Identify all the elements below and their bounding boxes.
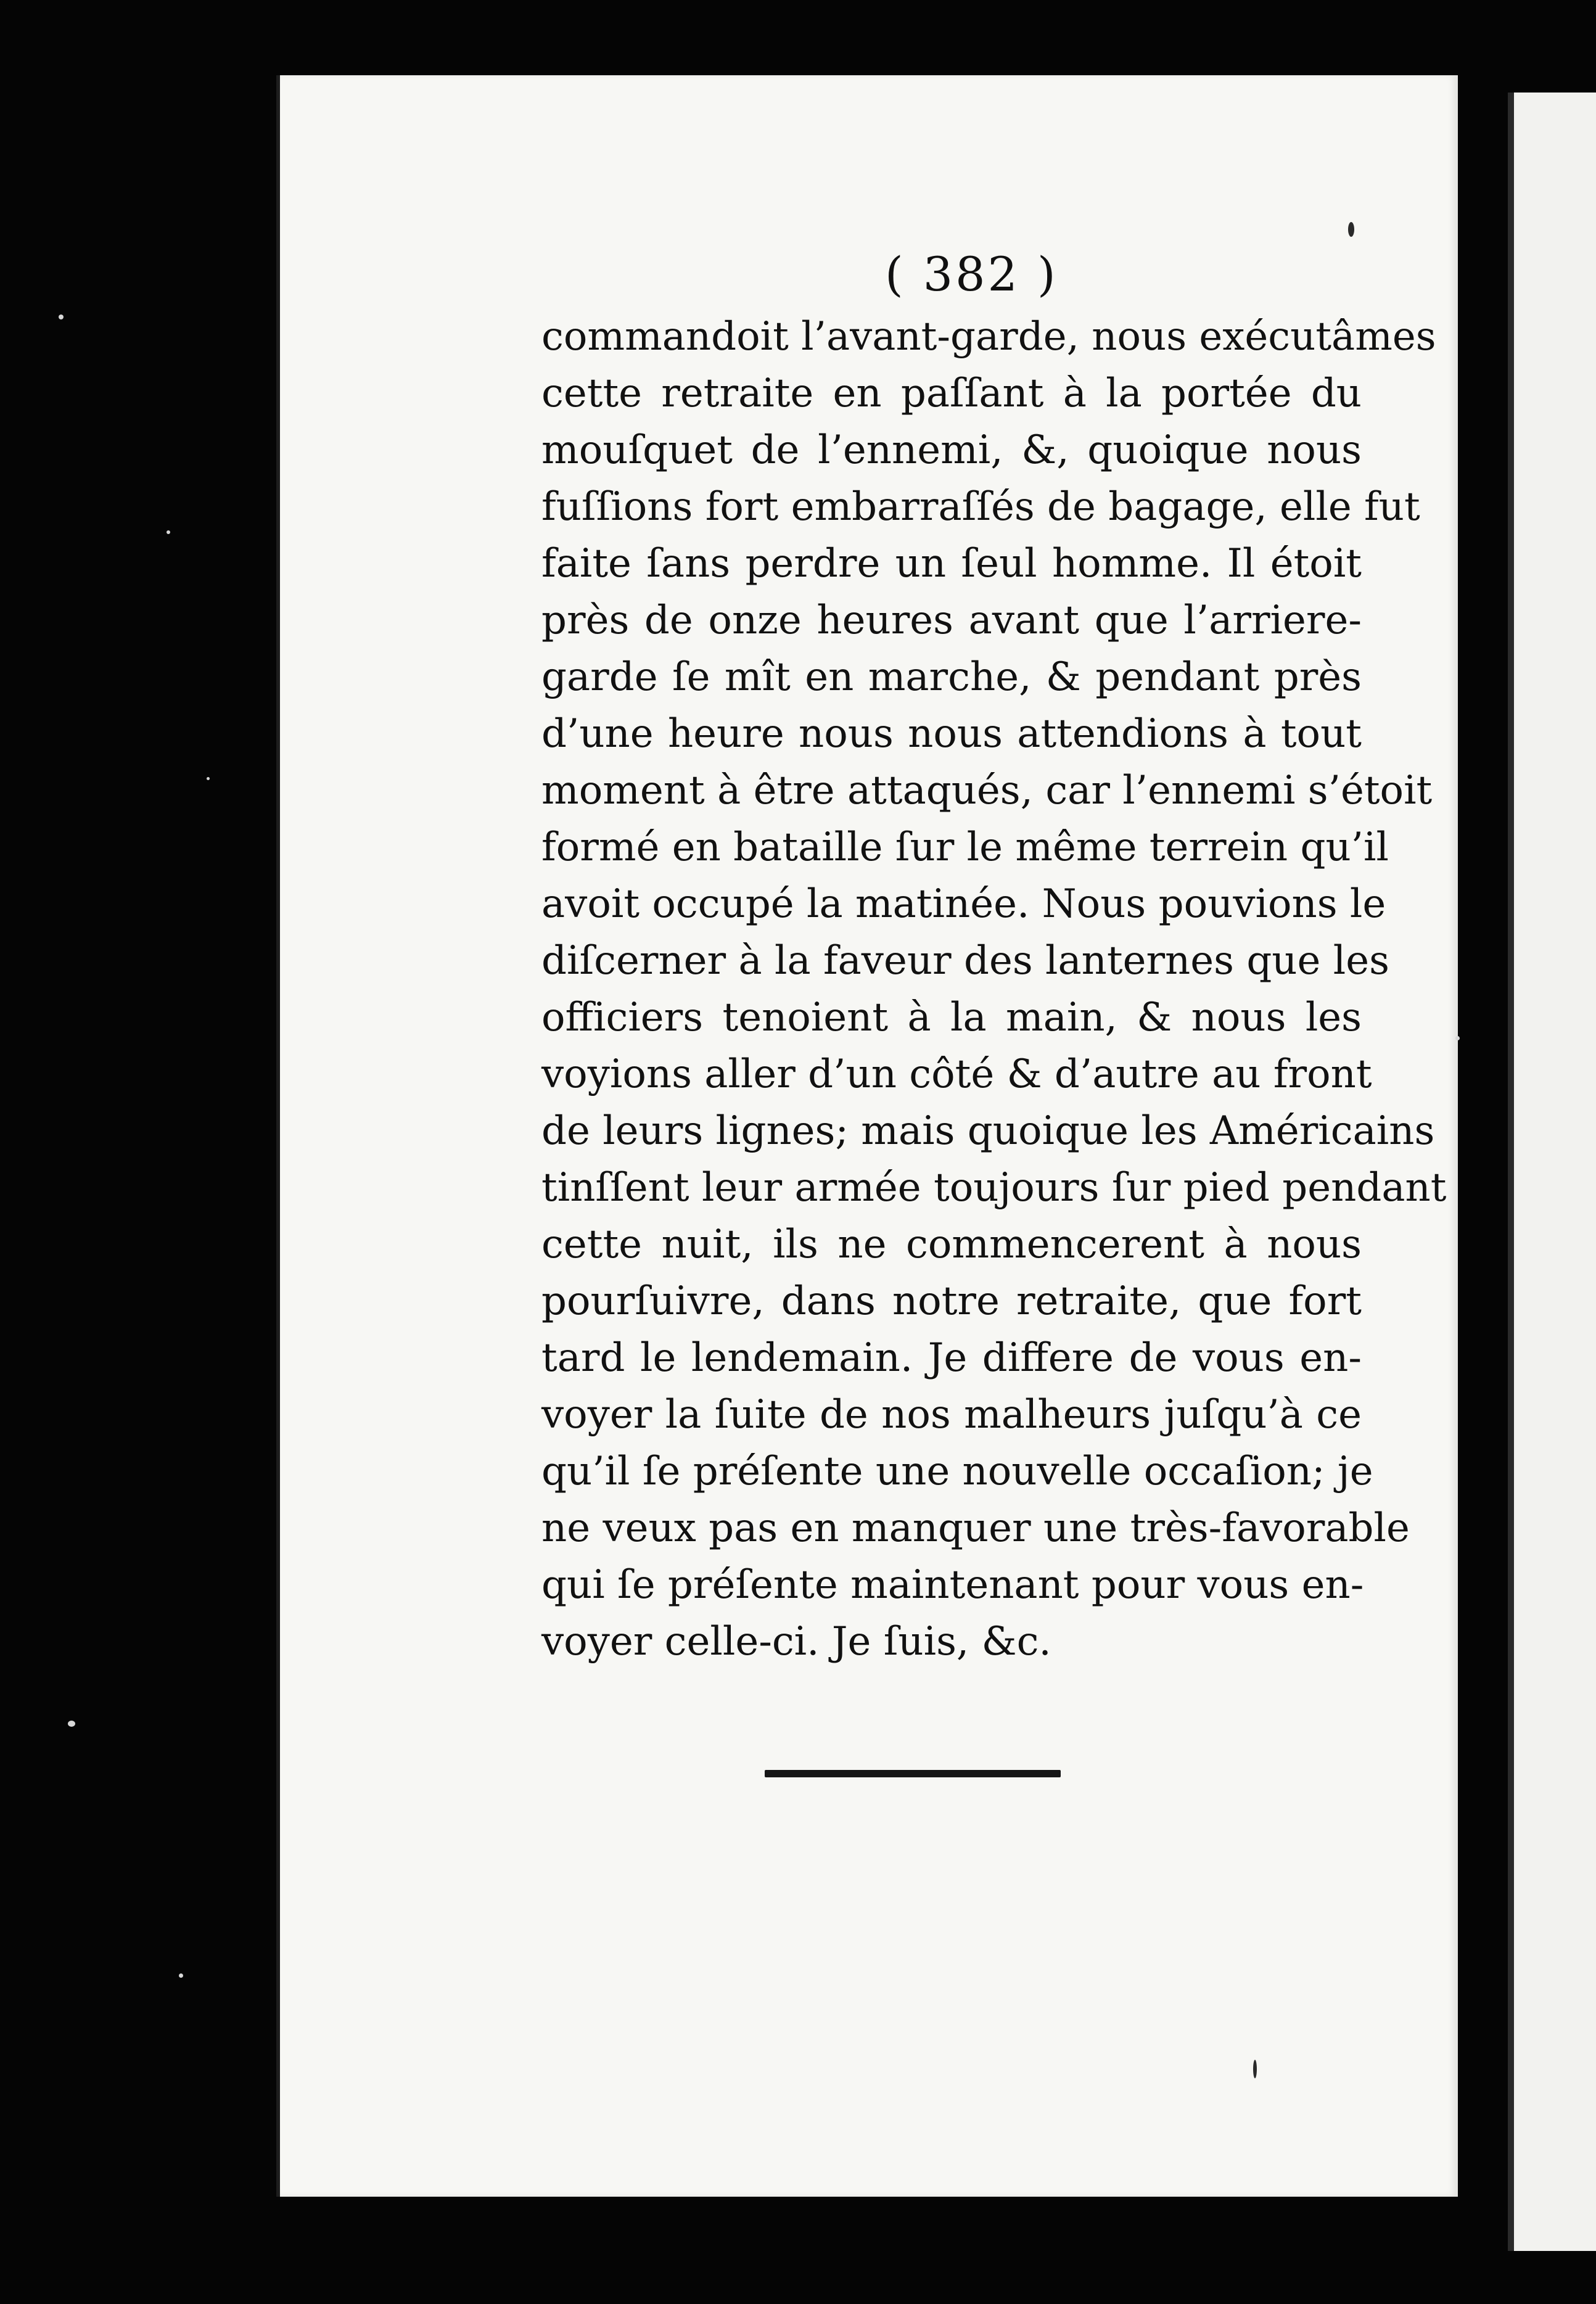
text-line: avoit occupé la matinée. Nous pouvions le (541, 881, 1386, 927)
scan-speck (207, 777, 210, 780)
text-line: tard le lendemain. Je differe de vous en- (541, 1335, 1362, 1381)
text-line: fuſſions fort embarraſſés de bagage, elle fut (541, 484, 1420, 530)
text-line: près de onze heures avant que l’arriere- (541, 598, 1362, 643)
text-line: qui ſe préſente maintenant pour vous en- (541, 1562, 1364, 1608)
text-line: de leurs lignes; mais quoique les Américains (541, 1108, 1435, 1154)
text-line: voyer la ſuite de nos malheurs juſqu’à ce (541, 1392, 1362, 1438)
right-page-edge (1508, 93, 1596, 2251)
scan-speck (68, 1721, 75, 1727)
text-line: cette nuit, ils ne commencerent à nous (541, 1222, 1362, 1267)
text-line: mouſquet de l’ennemi, &, quoique nous (541, 427, 1362, 473)
scan-speck (167, 530, 170, 534)
text-line: d’une heure nous nous attendions à tout (541, 711, 1362, 757)
page-number: ( 382 ) (885, 247, 1058, 302)
text-line: formé en bataille ſur le même terrein qu’il (541, 825, 1389, 870)
text-line: faite ſans perdre un ſeul homme. Il étoit (541, 541, 1362, 586)
page-text-block (541, 308, 1447, 1670)
decorative-rule (765, 1770, 1061, 1777)
scan-speck (1253, 2060, 1257, 2078)
text-line: commandoit l’avant-garde, nous exécutâmes (541, 314, 1436, 360)
scan-speck (1348, 222, 1354, 237)
text-line: voyions aller d’un côté & d’autre au front (541, 1051, 1372, 1097)
text-line: moment à être attaqués, car l’ennemi s’étoit (541, 768, 1433, 813)
text-line: officiers tenoient à la main, & nous les (541, 995, 1362, 1040)
text-line: cette retraite en paſſant à la portée du (541, 371, 1362, 416)
text-line: garde ſe mît en marche, & pendant près (541, 654, 1362, 700)
text-line: ne veux pas en manquer une très-favorable (541, 1505, 1410, 1551)
scan-speck (59, 315, 64, 319)
text-line: tinſſent leur armée toujours ſur pied pendant (541, 1165, 1447, 1211)
text-line: diſcerner à la faveur des lanternes que les (541, 938, 1389, 984)
scan-speck (1455, 1036, 1460, 1040)
text-line: pourſuivre, dans notre retraite, que fort (541, 1278, 1362, 1324)
scan-speck (179, 1973, 183, 1978)
text-line: qu’il ſe préſente une nouvelle occaſion; je (541, 1449, 1373, 1494)
text-line: voyer celle-ci. Je ſuis, &c. (541, 1619, 1051, 1664)
